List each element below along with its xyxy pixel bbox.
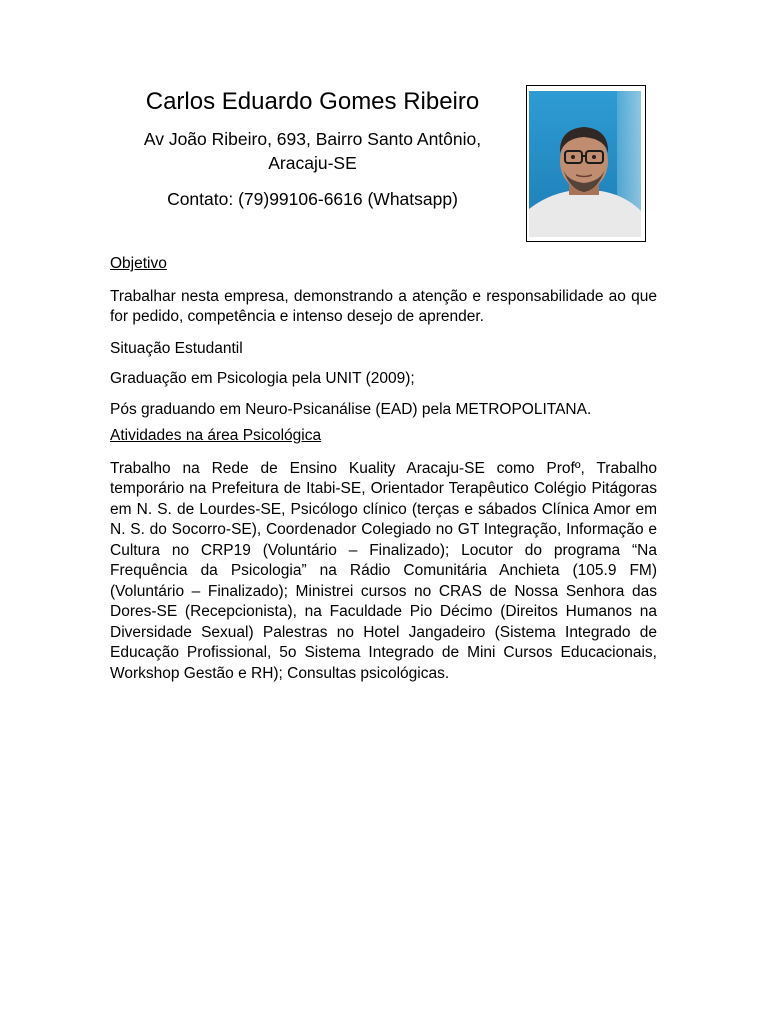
profile-photo-frame bbox=[526, 85, 646, 242]
resume-body bbox=[110, 254, 657, 684]
activities-heading: Atividades na área Psicológica bbox=[110, 427, 322, 444]
education-item-1: Graduação em Psicologia pela UNIT (2009); bbox=[110, 370, 415, 387]
activities-text: Trabalho na Rede de Ensino Kuality Aracaju-SE como Profº, Trabalho temporário na Prefeitura de Itabi-SE, Orientador Terapêutico Colégio Pitágoras em N. S. de Lourdes-SE, Psicólogo clínico (terças e sábados Clínica Amor em N. S. do Socorro-SE), Coordenador Colegiado no GT Integração, Informação e Cultura no CRP19 (Voluntário – Finalizado); Locutor do programa “Na Frequência da Psicologia” na Rádio Comunitária Anchieta (105.9 FM) (Voluntário – Finalizado); Ministrei cursos no CRAS de Nossa Senhora das Dores-SE (Recepcionista), na Faculdade Pio Décimo (Direitos Humanos na Diversidade Sexual) Palestras no Hotel Jangadeiro (Sistema Integrado de Educação Profissional, 5o Sistema Integrado de Mini Cursos Educacionais, Workshop Gestão e RH); Consultas psicológicas. bbox=[110, 459, 657, 682]
objective-text: Trabalhar nesta empresa, demonstrando a atenção e responsabilidade ao que for pedido, competência e intenso desejo de aprender. bbox=[110, 287, 657, 325]
address-line-1: Av João Ribeiro, 693, Bairro Santo Antônio, bbox=[143, 129, 482, 149]
candidate-name: Carlos Eduardo Gomes Ribeiro bbox=[145, 88, 480, 115]
student-status-heading: Situação Estudantil bbox=[110, 339, 243, 357]
contact-info: Contato: (79)99106-6616 (Whatsapp) bbox=[167, 189, 458, 209]
education-item-2: Pós graduando em Neuro-Psicanálise (EAD) pela METROPOLITANA. bbox=[110, 400, 592, 418]
objective-heading: Objetivo bbox=[110, 255, 167, 272]
profile-photo bbox=[529, 91, 641, 237]
address bbox=[110, 127, 515, 175]
address-line-2: Aracaju-SE bbox=[268, 153, 357, 173]
resume-header bbox=[110, 86, 515, 211]
